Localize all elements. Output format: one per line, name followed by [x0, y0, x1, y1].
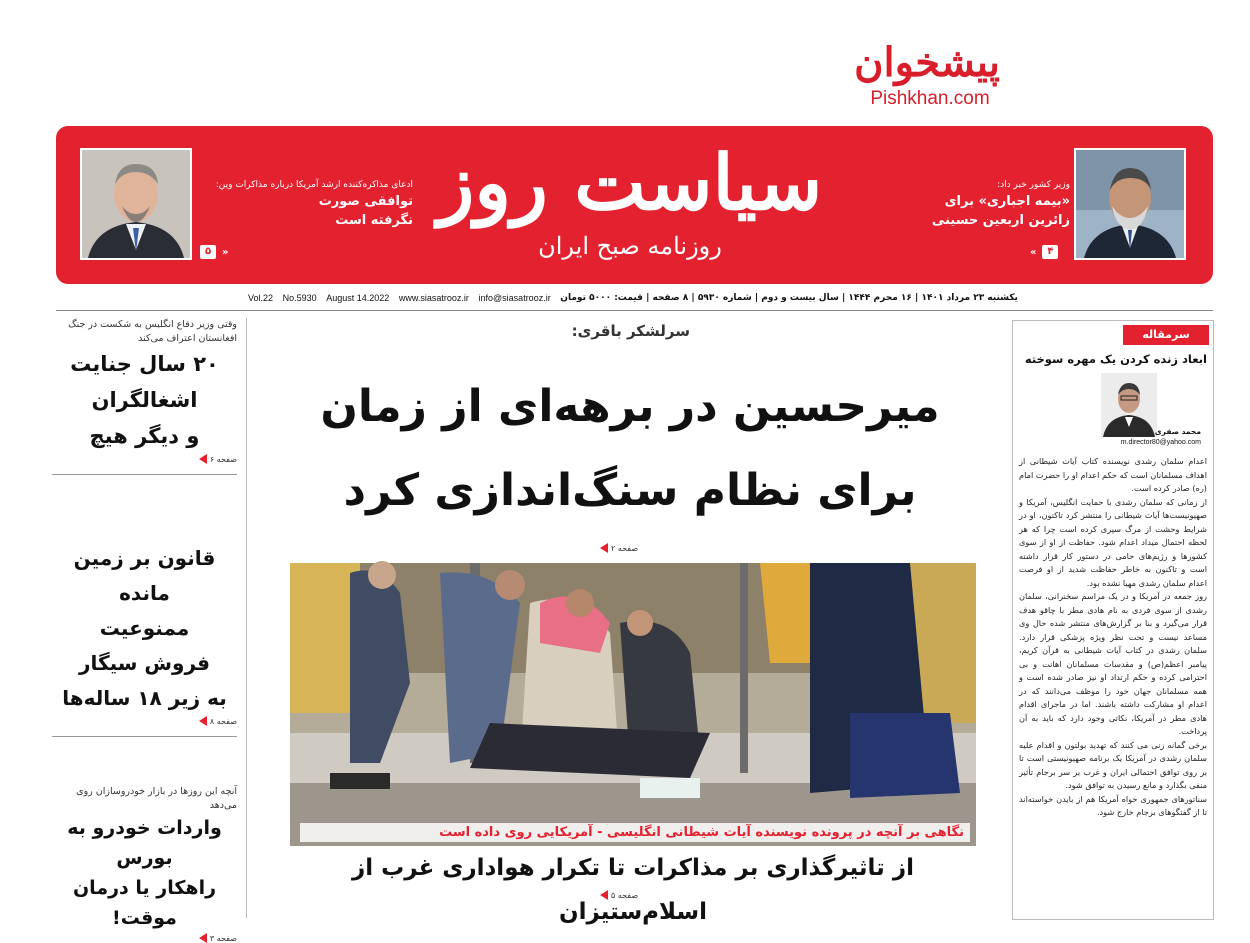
editorial-column	[1012, 320, 1214, 920]
teaser-left-kicker: ادعای مذاکره‌کننده ارشد آمریکا درباره مذاکرات وین:	[215, 180, 413, 190]
teaser-right-page[interactable]	[1030, 245, 1058, 259]
left-story-headline: قانون بر زمین مانده	[73, 546, 216, 605]
teaser-right-line: زائرین اربعین حسینی	[931, 213, 1070, 228]
teaser-left-line: نگرفته است	[335, 213, 413, 228]
author-avatar	[1101, 373, 1157, 437]
main-headline-line: برای نظام سنگ‌اندازی کرد	[343, 465, 917, 516]
teaser-right[interactable]	[930, 178, 1070, 230]
divider	[56, 310, 1213, 311]
editorial-author-email[interactable]: m.director80@yahoo.com	[1120, 439, 1201, 446]
page-ref[interactable]	[52, 933, 237, 943]
left-story-headline: واردات خودرو به بورس	[67, 817, 222, 869]
editorial-author	[1019, 373, 1207, 453]
editorial-paragraph: اعدام سلمان رشدی نویسنده کتاب آیات شیطانی از اهداف مسلمانان است که حکم اعدام او را حضرت امام (ره) صادر کرده است.	[1019, 456, 1207, 493]
triangle-icon	[600, 890, 608, 900]
teaser-left-page[interactable]	[200, 245, 228, 259]
editorial-paragraph: برخی گمانه زنی می کنند که تهدید بولتون و اقدام علیه سلمان رشدی در آمریکا یک برنامه صهیونیستی است تا بر روی توافق احتمالی ایران و غرب بر سر برجام تأثیر منفی بگذارد و مانع رسیدن به توافق شود.	[1019, 739, 1207, 790]
issue-date-fa: یکشنبه ۲۳ مرداد ۱۴۰۱ | ۱۶ محرم ۱۴۴۴ | سال بیست و دوم | شماره ۵۹۳۰ | ۸ صفحه | قیمت: ۵۰۰۰ تومان	[560, 293, 1018, 303]
chevron-double-right-icon: »	[222, 246, 229, 258]
issue-info-line	[248, 289, 1018, 307]
page-ref-label: صفحه ۸	[209, 716, 237, 726]
left-column	[52, 318, 237, 943]
left-story-headline: ۲۰ سال جنایت	[70, 352, 219, 376]
negotiator-photo	[80, 148, 192, 260]
masthead-subtitle: روزنامه صبح ایران	[538, 232, 722, 260]
main-headline-line: میرحسین در برهه‌ای از زمان	[320, 381, 940, 432]
issue-email[interactable]: info@siasatrooz.ir	[478, 293, 551, 303]
left-story-headline: ممنوعیت	[99, 616, 190, 640]
issue-number: No.5930	[282, 293, 317, 303]
minister-photo	[1074, 148, 1186, 260]
triangle-icon	[600, 543, 608, 553]
issue-date-en: August 14.2022	[326, 293, 390, 303]
editorial-body	[1019, 455, 1207, 820]
editorial-paragraph: سناتورهای جمهوری خواه آمریکا هم از بایدن خواسته‌اند تا از گفتگوهای برجام خارج شود.	[1019, 793, 1207, 817]
left-story[interactable]	[52, 785, 237, 943]
editorial-title[interactable]: ابعاد زنده کردن یک مهره سوخته	[1024, 352, 1207, 366]
left-story[interactable]	[52, 541, 237, 726]
triangle-icon	[199, 933, 207, 943]
editorial-author-name: محمد صفری	[1154, 427, 1201, 436]
divider	[52, 736, 237, 737]
triangle-icon	[199, 716, 207, 726]
left-story-headline: اشغالگران	[91, 388, 198, 412]
masthead	[420, 128, 840, 278]
page-ref-label: صفحه ۲	[611, 543, 639, 553]
page-ref-label: صفحه ۳	[209, 933, 237, 943]
left-story-kicker: وقتی وزیر دفاع انگلیس به شکست در جنگ افغانستان اعتراف می‌کند	[68, 319, 237, 344]
editorial-tag: سرمقاله	[1123, 325, 1209, 345]
chevron-double-left-icon: «	[1030, 246, 1037, 258]
masthead-title: سیاست روز	[437, 138, 823, 227]
page-ref-label: صفحه ۵	[611, 890, 639, 900]
teaser-left-line: توافقی صورت	[318, 194, 413, 209]
left-story-kicker: آنچه این روزها در بازار خودروسازان روی می‌دهد	[76, 786, 237, 811]
left-story-headline: فروش سیگار	[78, 651, 210, 675]
triangle-icon	[199, 454, 207, 464]
main-headline[interactable]	[260, 365, 1000, 533]
issue-website[interactable]: www.siasatrooz.ir	[398, 293, 469, 303]
lead-photo	[290, 563, 976, 846]
teaser-left-page-number: ۵	[200, 245, 216, 259]
teaser-left[interactable]	[198, 178, 413, 230]
left-story-headline: راهکار یا درمان موقت!	[72, 877, 217, 929]
column-divider	[246, 318, 247, 918]
page-ref[interactable]	[52, 454, 237, 464]
editorial-paragraph: از زمانی که سلمان رشدی با حمایت انگلیس، آمریکا و صهیونیست‌ها آیات شیطانی را منتشر کرد تاکنون، او در شرایط وحشت از مرگ سپری کرده است چرا که هر لحظه احتمال میداد اعدام شود. حفاظت از او از سوی کشورها و رژیم‌های حامی در دستور کار قرار داشته است و تاکنون به خاطر حفاظت شدید از او فرصت اعدام سلمان رشدی مهیا نشده بود.	[1019, 496, 1207, 588]
left-story-headline: به زیر ۱۸ ساله‌ها	[62, 686, 227, 710]
main-kicker: سرلشکر باقری:	[571, 322, 690, 340]
photo-kicker: نگاهی بر آنچه در پرونده نویسنده آیات شیطانی انگلیسی - آمریکایی روی داده است	[300, 823, 970, 842]
divider	[52, 474, 237, 475]
left-story-headline: و دیگر هیچ	[89, 424, 200, 448]
pishkhan-logo-fa: پیشخوان	[854, 39, 1000, 86]
pishkhan-logo-en: Pishkhan.com	[870, 88, 990, 109]
page-ref[interactable]	[52, 716, 237, 726]
main-page-ref[interactable]	[600, 543, 638, 553]
pishkhan-logo[interactable]	[854, 38, 1000, 123]
page-ref-label: صفحه ۶	[209, 454, 237, 464]
teaser-right-kicker: وزیر کشور خبر داد:	[997, 180, 1070, 190]
teaser-right-line: «بیمه اجباری» برای	[944, 194, 1070, 209]
teaser-right-page-number: ۴	[1042, 245, 1058, 259]
issue-volume: Vol.22	[248, 293, 274, 303]
photo-page-ref[interactable]	[600, 890, 638, 900]
photo-headline[interactable]: از تاثیرگذاری بر مذاکرات تا تکرار هواداری غرب از اسلام‌ستیزان	[352, 855, 914, 925]
editorial-paragraph: روز جمعه در آمریکا و در یک مراسم سخنرانی، سلمان رشدی از سوی فردی به نام هادی مطر با چاقو هدف قرار می‌گیرد و بنا بر گزارش‌های منتشر شده حال وی مساعد نیست و تحت نظر ویژه پزشکی قرار دارد. سلمان رشدی در کتاب آیات شیطانی به قرآن کریم، پیامبر اعظم(ص) و مقدسات مسلمانان اهانت و بی احترامی کرده و حکم ارتداد او نیز صادر شده است و همه مسلمانان جهان خود را موظف می‌دانند که در اعدام او مشارکت داشته باشند. اما در ماجرای اقدام هادی مطر در آمریکا، نکاتی وجود دارد که باید به آن پرداخت.	[1019, 591, 1207, 736]
left-story[interactable]	[52, 318, 237, 464]
